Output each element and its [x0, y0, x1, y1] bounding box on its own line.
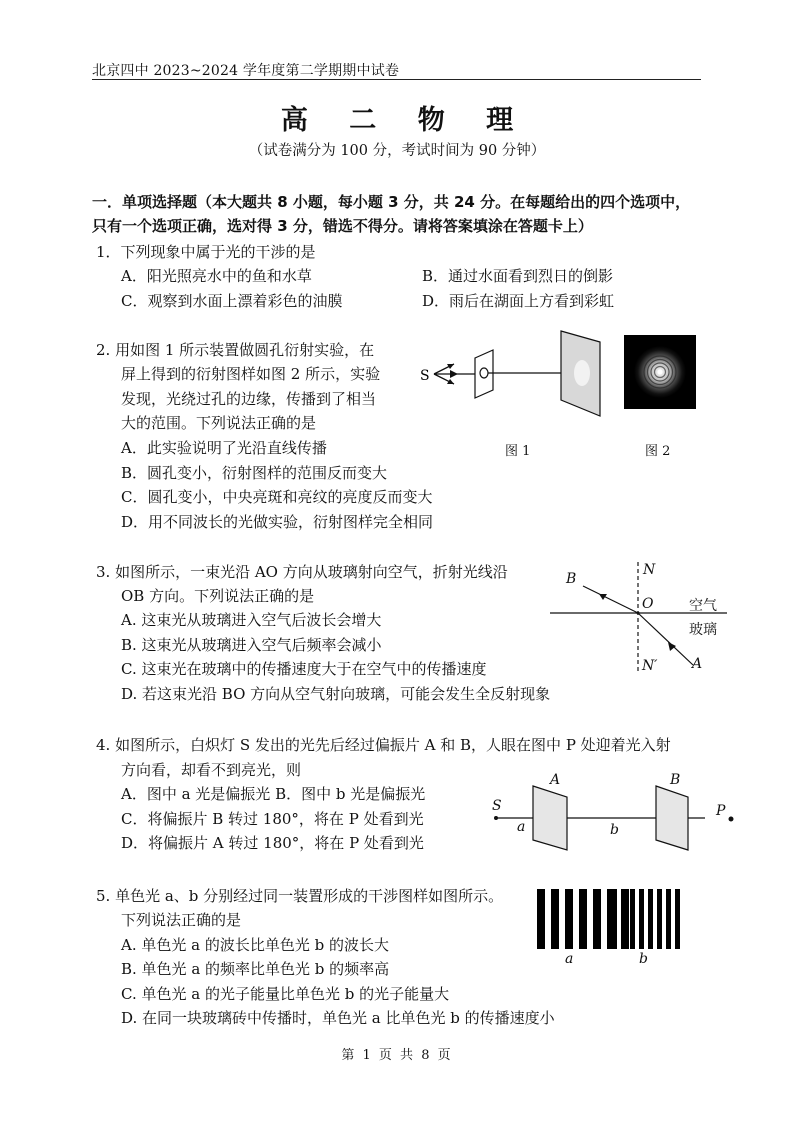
q3-label-b: B: [566, 571, 577, 587]
q2-option-a: A．此实验说明了光沿直线传播: [121, 439, 327, 457]
q5-stem-line-2: 下列说法正确的是: [121, 911, 242, 929]
q2-center-spot: [658, 370, 663, 375]
q5-fringe-a-1: [537, 889, 545, 949]
q3-arrow-ao: [668, 642, 676, 651]
q3-label-air: 空气: [689, 598, 717, 614]
q2-figure-2-diffraction-pattern: [624, 335, 696, 409]
q4-option-d: D．将偏振片 A 转过 180°，将在 P 处看到光: [121, 834, 424, 852]
section-heading-line-1: 一．单项选择题（本大题共 8 小题，每小题 3 分，共 24 分。在每题给出的四个选项中，: [92, 193, 691, 211]
q2-figure-1-apparatus: [420, 328, 610, 418]
q5-fringe-a-4: [579, 889, 587, 949]
q5-stem-line-1: 5. 单色光 a、b 分别经过同一装置形成的干涉图样如图所示。: [96, 887, 504, 905]
q4-label-ray-b: b: [610, 822, 619, 838]
q3-stem-line-2: OB 方向。下列说法正确的是: [121, 587, 315, 605]
q5-fringe-b-1: [612, 889, 617, 949]
q3-point-o: [637, 612, 640, 615]
q4-label-plate-a: A: [550, 772, 561, 788]
section-heading: [92, 190, 712, 238]
page-header: 北京四中 2023~2024 学年度第二学期期中试卷: [92, 63, 400, 79]
q3-label-a: A: [692, 656, 703, 672]
q4-polarizer-a: [533, 786, 567, 850]
q4-stem-line-1: 4. 如图所示，白炽灯 S 发出的光先后经过偏振片 A 和 B，人眼在图中 P 处迎着光入射: [96, 736, 671, 754]
q5-fringe-b-4: [639, 889, 644, 949]
q2-option-b: B．圆孔变小，衍射图样的范围反而变大: [121, 464, 388, 482]
q1-stem: 1．下列现象中属于光的干涉的是: [96, 243, 316, 261]
q5-fringe-a-2: [551, 889, 559, 949]
q3-label-glass: 玻璃: [689, 622, 717, 638]
q2-stem-line-1: 2. 用如图 1 所示装置做圆孔衍射实验，在: [96, 341, 375, 359]
q4-label-p: P: [716, 803, 726, 819]
q3-refracted-ray-ob: [583, 586, 638, 613]
q3-option-c: C. 这束光在玻璃中的传播速度大于在空气中的传播速度: [121, 660, 487, 678]
q5-pattern-b: [612, 889, 688, 949]
page-title: 高 二 物 理: [280, 105, 530, 136]
q5-label-b: b: [639, 951, 648, 967]
q2-figure-1-caption: 图 1: [505, 444, 531, 459]
q5-fringe-a-5: [593, 889, 601, 949]
q5-option-a: A. 单色光 a 的波长比单色光 b 的波长大: [121, 936, 389, 954]
q3-label-n: N: [643, 562, 656, 578]
header-divider: [92, 79, 701, 80]
q5-fringe-b-5: [648, 889, 653, 949]
section-heading-line-2: 只有一个选项正确，选对得 3 分，错选不得分。请将答案填涂在答题卡上）: [92, 217, 593, 235]
q5-option-b: B. 单色光 a 的频率比单色光 b 的频率高: [121, 960, 390, 978]
q4-label-plate-b: B: [670, 772, 681, 788]
q3-option-a: A. 这束光从玻璃进入空气后波长会增大: [121, 611, 382, 629]
q2-screen-spot: [574, 360, 590, 386]
q5-fringe-b-7: [666, 889, 671, 949]
q2-stem-line-2: 屏上得到的衍射图样如图 2 所示，实验: [121, 365, 381, 383]
q2-option-c: C．圆孔变小，中央亮斑和亮纹的亮度反而变大: [121, 488, 433, 506]
q1-option-d: D．雨后在湖面上方看到彩虹: [422, 292, 615, 310]
q3-label-n-prime: N′: [642, 658, 658, 674]
q5-fringe-a-3: [565, 889, 573, 949]
q2-option-d: D．用不同波长的光做实验，衍射图样完全相同: [121, 513, 434, 531]
q4-label-s: S: [492, 798, 502, 814]
q2-aperture-hole: [480, 368, 488, 378]
q4-lamp-point: [494, 816, 498, 820]
q4-options-ab: A．图中 a 光是偏振光 B．图中 b 光是偏振光: [121, 785, 426, 803]
q5-fringe-b-2: [621, 889, 626, 949]
q4-stem-line-2: 方向看，却看不到亮光，则: [121, 761, 302, 779]
q2-figure-2-caption: 图 2: [645, 444, 671, 459]
exam-info: （试卷满分为 100 分，考试时间为 90 分钟）: [248, 143, 546, 159]
q3-option-b: B. 这束光从玻璃进入空气后频率会减小: [121, 636, 382, 654]
q1-option-b: B．通过水面看到烈日的倒影: [422, 267, 614, 285]
q5-option-d: D. 在同一块玻璃砖中传播时，单色光 a 比单色光 b 的传播速度小: [121, 1009, 555, 1027]
q5-fringe-b-8: [675, 889, 680, 949]
q2-arrow-main: [450, 370, 458, 378]
page-footer: 第 1 页 共 8 页: [341, 1048, 453, 1063]
q5-label-a: a: [565, 951, 574, 967]
q4-option-c: C．将偏振片 B 转过 180°，将在 P 处看到光: [121, 810, 424, 828]
q5-fringe-b-6: [657, 889, 662, 949]
q1-option-c: C．观察到水面上漂着彩色的油膜: [121, 292, 343, 310]
q4-label-ray-a: a: [517, 819, 526, 835]
q2-stem-line-4: 大的范围。下列说法正确的是: [121, 414, 317, 432]
q3-label-o: O: [642, 596, 654, 612]
q4-polarizer-b: [656, 786, 688, 850]
q5-fringe-b-3: [630, 889, 635, 949]
q1-option-a: A．阳光照亮水中的鱼和水草: [121, 267, 312, 285]
q4-eye-point: [729, 817, 734, 822]
q5-option-c: C. 单色光 a 的光子能量比单色光 b 的光子能量大: [121, 985, 450, 1003]
q3-stem-line-1: 3. 如图所示，一束光沿 AO 方向从玻璃射向空气，折射光线沿: [96, 563, 508, 581]
q2-label-s: S: [420, 368, 430, 384]
q3-option-d: D. 若这束光沿 BO 方向从空气射向玻璃，可能会发生全反射现象: [121, 685, 551, 703]
q2-stem-line-3: 发现，光绕过孔的边缘，传播到了相当: [121, 390, 377, 408]
q4-polarizer-diagram: [490, 770, 740, 860]
